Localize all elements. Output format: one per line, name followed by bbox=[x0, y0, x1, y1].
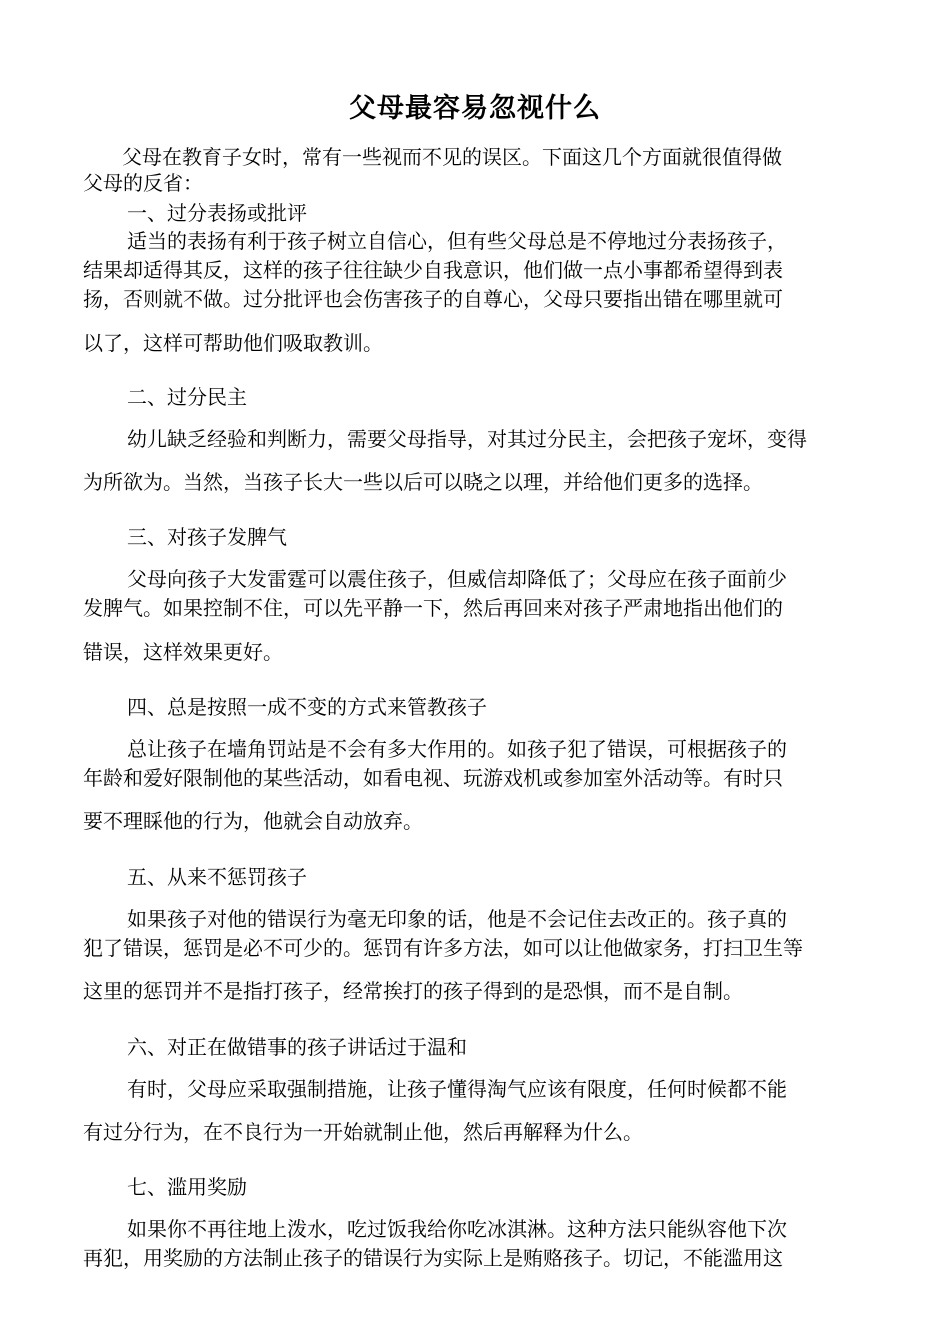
paragraph-line: 有时，父母应采取强制措施，让孩子懂得淘气应该有限度，任何时候都不能 bbox=[127, 1077, 787, 1101]
paragraph-line: 结果却适得其反，这样的孩子往往缺少自我意识，他们做一点小事都希望得到表 bbox=[83, 258, 783, 282]
paragraph-line: 发脾气。如果控制不住，可以先平静一下，然后再回来对孩子严肃地指出他们的 bbox=[83, 596, 783, 620]
paragraph-line: 幼儿缺乏经验和判断力，需要父母指导，对其过分民主，会把孩子宠坏，变得 bbox=[127, 427, 807, 451]
page-title: 父母最容易忽视什么 bbox=[349, 93, 601, 124]
paragraph-line: 以了，这样可帮助他们吸取教训。 bbox=[83, 331, 383, 355]
section-heading: 五、从来不惩罚孩子 bbox=[127, 865, 307, 889]
section-heading: 七、滥用奖励 bbox=[127, 1175, 247, 1199]
paragraph-line: 再犯，用奖励的方法制止孩子的错误行为实际上是贿赂孩子。切记，不能滥用这 bbox=[83, 1246, 783, 1270]
paragraph-line: 年龄和爱好限制他的某些活动，如看电视、玩游戏机或参加室外活动等。有时只 bbox=[83, 766, 783, 790]
section-heading: 四、总是按照一成不变的方式来管教孩子 bbox=[127, 695, 487, 719]
section-heading: 六、对正在做错事的孩子讲话过于温和 bbox=[127, 1035, 467, 1059]
paragraph-line: 要不理睬他的行为，他就会自动放弃。 bbox=[83, 809, 423, 833]
section-heading: 一、过分表扬或批评 bbox=[127, 201, 307, 225]
paragraph-line: 父母向孩子大发雷霆可以震住孩子，但威信却降低了；父母应在孩子面前少 bbox=[127, 567, 787, 591]
paragraph-line: 错误，这样效果更好。 bbox=[83, 640, 283, 664]
paragraph-line: 这里的惩罚并不是指打孩子，经常挨打的孩子得到的是恐惧，而不是自制。 bbox=[83, 979, 743, 1003]
paragraph-line: 有过分行为，在不良行为一开始就制止他，然后再解释为什么。 bbox=[83, 1120, 643, 1144]
paragraph-line: 犯了错误，惩罚是必不可少的。惩罚有许多方法，如可以让他做家务，打扫卫生等 bbox=[83, 936, 803, 960]
paragraph-line: 扬，否则就不做。过分批评也会伤害孩子的自尊心，父母只要指出错在哪里就可 bbox=[83, 287, 783, 311]
paragraph-line: 如果孩子对他的错误行为毫无印象的话，他是不会记住去改正的。孩子真的 bbox=[127, 907, 787, 931]
paragraph-line: 总让孩子在墙角罚站是不会有多大作用的。如孩子犯了错误，可根据孩子的 bbox=[127, 737, 787, 761]
paragraph-line: 如果你不再往地上泼水，吃过饭我给你吃冰淇淋。这种方法只能纵容他下次 bbox=[127, 1217, 787, 1241]
intro-line: 父母的反省： bbox=[83, 171, 203, 195]
paragraph-line: 适当的表扬有利于孩子树立自信心，但有些父母总是不停地过分表扬孩子， bbox=[127, 229, 787, 253]
section-heading: 二、过分民主 bbox=[127, 385, 247, 409]
section-heading: 三、对孩子发脾气 bbox=[127, 525, 287, 549]
paragraph-line: 为所欲为。当然，当孩子长大一些以后可以晓之以理，并给他们更多的选择。 bbox=[83, 470, 763, 494]
intro-line: 父母在教育子女时，常有一些视而不见的误区。下面这几个方面就很值得做 bbox=[122, 145, 782, 169]
